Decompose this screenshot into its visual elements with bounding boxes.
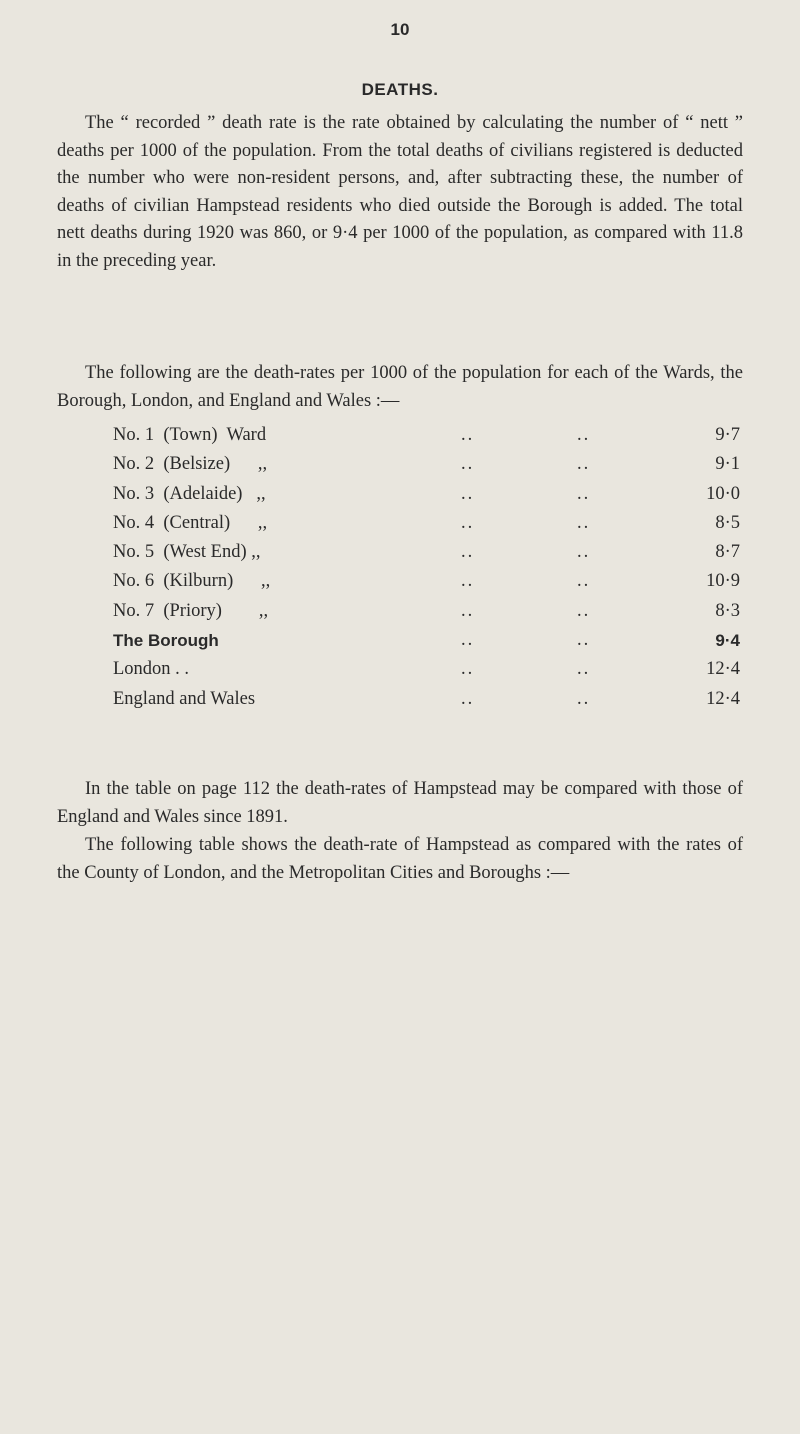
rate-label: London . . (113, 659, 190, 680)
rate-label: No. 2 (Belsize) ,, (113, 454, 268, 475)
leader-dots: .. (461, 542, 475, 563)
page-number: 10 (390, 20, 410, 39)
leader-dots: .. (577, 600, 591, 621)
rate-row-ward-5 (113, 538, 743, 567)
death-rates-table (113, 421, 743, 714)
rate-value: 8·7 (715, 542, 740, 563)
leader-dots: .. (461, 483, 475, 504)
rate-value: 9·4 (715, 631, 740, 651)
rate-label: No. 1 (Town) Ward (113, 425, 267, 445)
rate-value: 8·5 (715, 512, 740, 533)
paragraph-comparison-intro: The following table shows the death-rate of Hampstead as compared with the rates of the County of London, and the Metropolitan Cities and Boroughs :— (57, 835, 743, 883)
rate-label: No. 4 (Central) ,, (113, 512, 268, 533)
leader-dots: .. (461, 512, 475, 533)
leader-dots: .. (461, 688, 475, 709)
rate-label: No. 3 (Adelaide) ,, (113, 483, 266, 504)
rate-label: England and Wales (113, 688, 256, 709)
rate-row-ward-6 (113, 567, 743, 596)
rate-value: 9·1 (715, 454, 740, 475)
section-heading: DEATHS. (361, 80, 439, 99)
rate-label: The Borough (113, 631, 219, 651)
rate-row-london (113, 655, 743, 684)
rate-row-ward-7 (113, 597, 743, 626)
rate-row-borough (113, 626, 743, 655)
rate-row-ward-3 (113, 480, 743, 509)
leader-dots: .. (577, 542, 591, 563)
leader-dots: .. (577, 454, 591, 475)
rate-row-ward-1 (113, 421, 743, 450)
leader-dots: .. (577, 571, 591, 592)
paragraph-ward-rates-intro: The following are the death-rates per 1000 of the population for each of the Wards, the Borough, London, and England and Wales :— (57, 363, 743, 411)
rate-label: No. 7 (Priory) ,, (113, 600, 269, 621)
rate-value: 12·4 (706, 659, 740, 680)
leader-dots: .. (461, 425, 475, 445)
rate-value: 9·7 (715, 425, 740, 445)
paragraph-page-112-reference: In the table on page 112 the death-rates of Hampstead may be compared with those of England and Wales since 1891. (57, 779, 743, 827)
leader-dots: .. (577, 688, 591, 709)
leader-dots: .. (461, 630, 475, 651)
leader-dots: .. (577, 630, 591, 651)
leader-dots: .. (577, 483, 591, 504)
rate-label: No. 5 (West End) ,, (113, 542, 261, 563)
rate-value: 8·3 (715, 600, 740, 621)
rate-value: 10·9 (706, 571, 740, 592)
leader-dots: .. (577, 659, 591, 680)
rate-label: No. 6 (Kilburn) ,, (113, 571, 271, 592)
rate-row-ward-2 (113, 450, 743, 479)
rate-value: 12·4 (706, 688, 740, 709)
leader-dots: .. (461, 571, 475, 592)
leader-dots: .. (461, 659, 475, 680)
paragraph-recorded-death-rate: The “ recorded ” death rate is the rate obtained by calculating the number of “ nett ” deaths per 1000 of the population. From the total deaths of civilians registered is deducted the number who were non-resident persons, and, after subtracting these, the number of deaths of civilian Hampstead residents who died outside the Borough is added. The total nett deaths during 1920 was 860, or 9·4 per 1000 of the population, as compared with 11.8 in the preceding year. (57, 113, 743, 271)
leader-dots: .. (461, 454, 475, 475)
leader-dots: .. (577, 512, 591, 533)
rate-value: 10·0 (706, 483, 740, 504)
rate-row-ward-4 (113, 509, 743, 538)
leader-dots: .. (461, 600, 475, 621)
rate-row-england-wales (113, 685, 743, 714)
leader-dots: .. (577, 425, 591, 445)
